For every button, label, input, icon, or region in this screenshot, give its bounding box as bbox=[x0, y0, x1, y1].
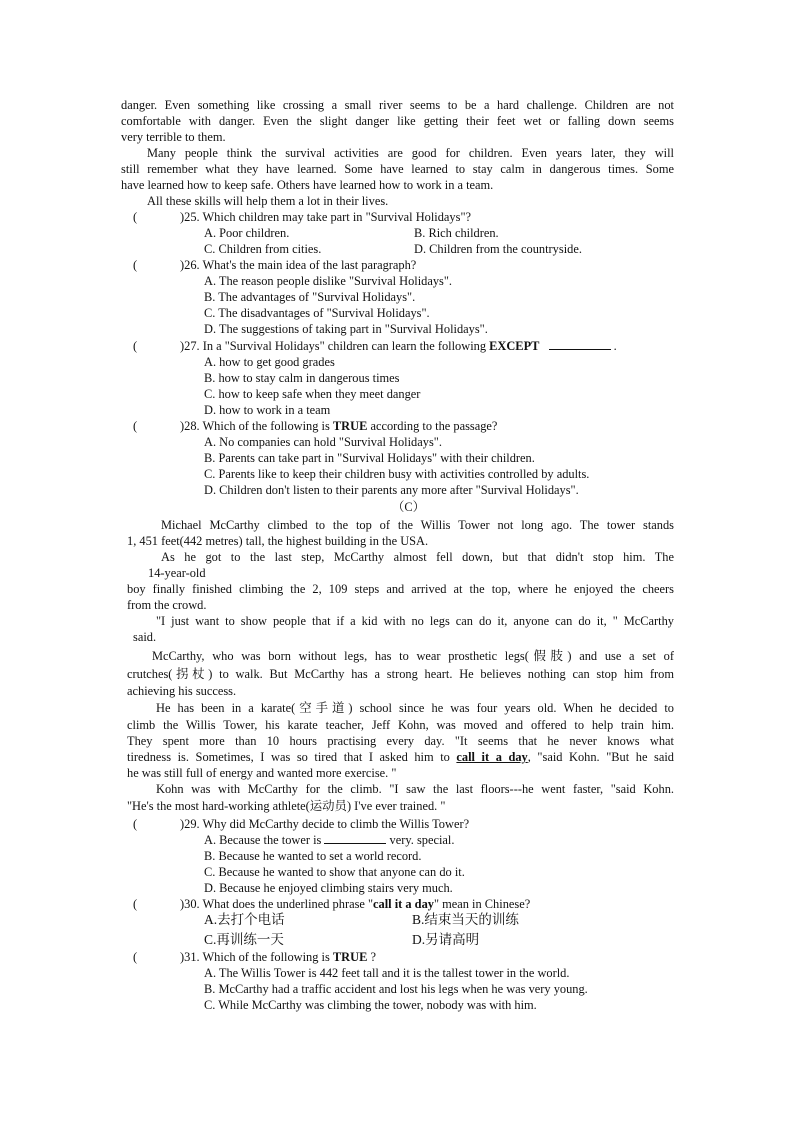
passage-c-p4-line-1: McCarthy, who was born without legs, has to wear prosthetic legs(假肢) and use a set of bbox=[152, 649, 674, 663]
question-27-option-b: B. how to stay calm in dangerous times bbox=[204, 371, 400, 385]
question-28-stem bbox=[180, 418, 497, 434]
question-29-stem: )29. Why did McCarthy decide to climb the Willis Tower? bbox=[180, 817, 470, 831]
question-28-option-b: B. Parents can take part in "Survival Holidays" with their children. bbox=[204, 451, 535, 465]
question-30-option-c: C.再训练一天 bbox=[204, 932, 284, 947]
question-28-option-a: A. No companies can hold "Survival Holidays". bbox=[204, 435, 442, 449]
passage-c-p3-line-1: "I just want to show people that if a kid with no legs can do it, anyone can do it, " McCarthy bbox=[156, 614, 674, 628]
answer-bracket-25: ( bbox=[133, 210, 138, 224]
passage-c-p1-line-1: Michael McCarthy climbed to the top of the Willis Tower not long ago. The tower stands bbox=[161, 518, 674, 532]
passage-b-line-5: still remember what they have learned. Some have learned to stay calm in dangerous times. Some bbox=[121, 162, 674, 176]
question-25-option-d: D. Children from the countryside. bbox=[414, 242, 582, 256]
passage-c-p2-line-1: As he got to the last step, McCarthy almost fell down, but that didn't stop him. The bbox=[161, 550, 674, 564]
passage-c-p5-line-4-end: , "said Kohn. "But he said bbox=[527, 750, 674, 764]
question-31-option-a: A. The Willis Tower is 442 feet tall and it is the tallest tower in the world. bbox=[204, 966, 570, 980]
question-31-option-b: B. McCarthy had a traffic accident and lost his legs when he was very young. bbox=[204, 982, 588, 996]
question-29-option-b: B. Because he wanted to set a world record. bbox=[204, 849, 422, 863]
question-26-option-c: C. The disadvantages of "Survival Holidays". bbox=[204, 306, 430, 320]
question-27-except-keyword: EXCEPT bbox=[489, 339, 540, 353]
question-28-option-c: C. Parents like to keep their children busy with activities controlled by adults. bbox=[204, 467, 590, 481]
question-30-option-b: B.结束当天的训练 bbox=[412, 912, 519, 927]
answer-bracket-30: ( bbox=[133, 897, 138, 911]
passage-c-p6-line-1: Kohn was with McCarthy for the climb. "I saw the last floors---he went faster, "said Kohn. bbox=[156, 782, 674, 796]
passage-c-p5-line-3: They spent more than 10 hours practising every day. "It seems that he never knows what bbox=[127, 734, 674, 748]
question-31-option-c: C. While McCarthy was climbing the tower, nobody was with him. bbox=[204, 998, 537, 1012]
passage-c-p5-line-1: He has been in a karate(空手道) school since he was four years old. When he decided to bbox=[156, 701, 674, 715]
passage-b-line-7: All these skills will help them a lot in their lives. bbox=[147, 194, 389, 208]
question-27-blank bbox=[549, 338, 611, 350]
question-25-stem: )25. Which children may take part in "Survival Holidays"? bbox=[180, 210, 472, 224]
question-29-option-a-end: very. special. bbox=[386, 833, 455, 847]
passage-c-p5-line-4-start: tiredness is. Sometimes, I was so tired that I asked him to bbox=[127, 750, 457, 764]
underlined-phrase-call-it-a-day: call it a day bbox=[456, 750, 528, 764]
question-30-option-a: A.去打个电话 bbox=[204, 912, 285, 927]
passage-b-line-2: comfortable with danger. Even the slight danger like getting their feet wet or falling down seems bbox=[121, 114, 674, 128]
answer-bracket-29: ( bbox=[133, 817, 138, 831]
question-30-option-d: D.另请高明 bbox=[412, 932, 480, 947]
passage-c-p1-line-2: 1, 451 feet(442 metres) tall, the highest building in the USA. bbox=[127, 534, 429, 548]
question-28-stem-text: )28. Which of the following is bbox=[180, 419, 333, 433]
question-30-stem-end: " mean in Chinese? bbox=[433, 897, 531, 911]
question-27-option-d: D. how to work in a team bbox=[204, 403, 331, 417]
question-25-option-a: A. Poor children. bbox=[204, 226, 290, 240]
question-31-stem-end: ? bbox=[367, 950, 376, 964]
question-27-stem-end: . bbox=[613, 339, 617, 353]
answer-bracket-26: ( bbox=[133, 258, 138, 272]
question-31-stem-text: )31. Which of the following is bbox=[180, 950, 333, 964]
question-29-blank bbox=[324, 832, 386, 844]
question-28-option-d: D. Children don't listen to their parents any more after "Survival Holidays". bbox=[204, 483, 579, 497]
question-28-true-keyword: TRUE bbox=[332, 419, 368, 433]
question-30-phrase: call it a day bbox=[373, 897, 434, 911]
question-29-option-d: D. Because he enjoyed climbing stairs very much. bbox=[204, 881, 453, 895]
passage-c-p5-line-2: climb the Willis Tower, his karate teacher, Jeff Kohn, was moved and offered to help train him. bbox=[127, 718, 674, 732]
question-25-option-c: C. Children from cities. bbox=[204, 242, 322, 256]
question-29-option-c: C. Because he wanted to show that anyone can do it. bbox=[204, 865, 465, 879]
passage-c-p3-line-2: said. bbox=[133, 630, 157, 644]
passage-b-line-3: very terrible to them. bbox=[121, 130, 226, 144]
question-31-stem bbox=[180, 949, 376, 965]
question-25-option-b: B. Rich children. bbox=[414, 226, 499, 240]
passage-c-p5-line-4 bbox=[127, 749, 674, 765]
question-29-option-a bbox=[204, 832, 454, 848]
passage-b-line-1: danger. Even something like crossing a small river seems to be a hard challenge. Children are not bbox=[121, 98, 674, 112]
passage-b-line-6: have learned how to keep safe. Others have learned how to work in a team. bbox=[121, 178, 494, 192]
question-27-option-c: C. how to keep safe when they meet danger bbox=[204, 387, 421, 401]
question-27-stem bbox=[180, 338, 617, 354]
passage-b-line-4: Many people think the survival activities are good for children. Even years later, they will bbox=[147, 146, 674, 160]
answer-bracket-27: ( bbox=[133, 339, 138, 353]
section-c-heading: （C） bbox=[392, 500, 426, 514]
question-26-stem: )26. What's the main idea of the last paragraph? bbox=[180, 258, 417, 272]
question-30-stem-text: )30. What does the underlined phrase " bbox=[180, 897, 374, 911]
question-28-stem-end: according to the passage? bbox=[367, 419, 498, 433]
question-26-option-a: A. The reason people dislike "Survival Holidays". bbox=[204, 274, 453, 288]
passage-c-p6-line-2: "He's the most hard-working athlete(运动员) I've ever trained. " bbox=[127, 799, 446, 813]
answer-bracket-28: ( bbox=[133, 419, 138, 433]
question-29-option-a-start: A. Because the tower is bbox=[204, 833, 325, 847]
passage-c-p2-line-4: from the crowd. bbox=[127, 598, 207, 612]
question-30-stem bbox=[180, 896, 530, 912]
question-27-stem-text: )27. In a "Survival Holidays" children can learn the following bbox=[180, 339, 490, 353]
question-26-option-b: B. The advantages of "Survival Holidays". bbox=[204, 290, 416, 304]
passage-c-p2-line-2: 14-year-old bbox=[148, 566, 206, 580]
passage-c-p2-line-3: boy finally finished climbing the 2, 109 steps and arrived at the top, where he enjoyed the cheers bbox=[127, 582, 674, 596]
answer-bracket-31: ( bbox=[133, 950, 138, 964]
question-31-true-keyword: TRUE bbox=[332, 950, 368, 964]
question-26-option-d: D. The suggestions of taking part in "Survival Holidays". bbox=[204, 322, 488, 336]
passage-c-p4-line-3: achieving his success. bbox=[127, 684, 237, 698]
question-27-option-a: A. how to get good grades bbox=[204, 355, 335, 369]
passage-c-p4-line-2: crutches(拐杖) to walk. But McCarthy has a strong heart. He believes nothing can stop him from bbox=[127, 667, 674, 681]
passage-c-p5-line-5: he was still full of energy and wanted more exercise. " bbox=[127, 766, 397, 780]
